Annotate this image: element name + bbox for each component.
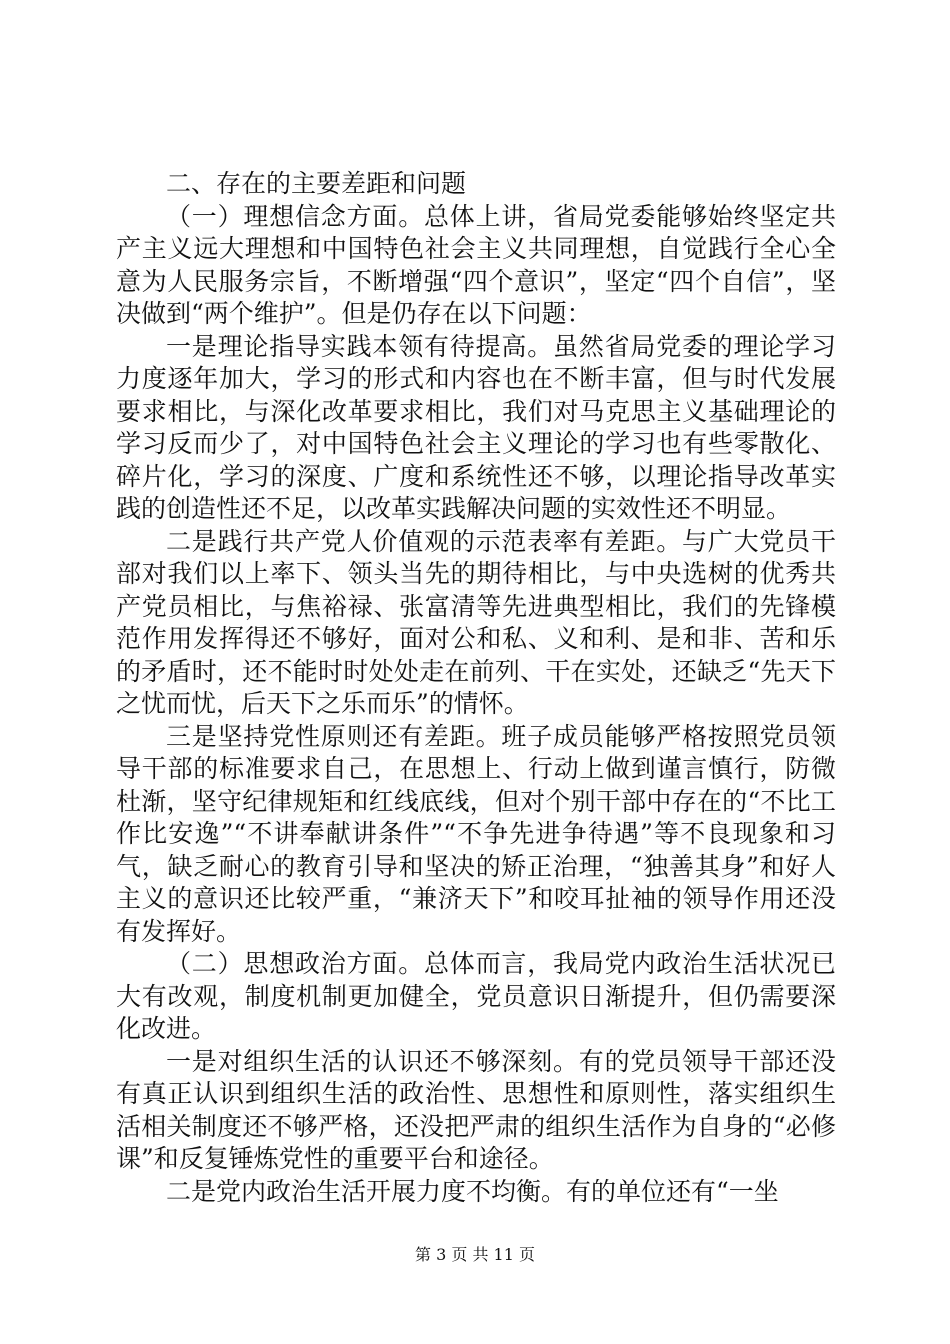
paragraph: 三是坚持党性原则还有差距。班子成员能够严格按照党员领导干部的标准要求自己，在思想上、行动上做到谨言慎行，防微杜渐，坚守纪律规矩和红线底线，但对个别干部中存在的“不比工作比安逸”“不讲奉献讲条件”“不争先进争待遇”等不良现象和习气，缺乏耐心的教育引导和坚决的矫正治理，“独善其身”和好人主义的意识还比较严重，“兼济天下”和咬耳扯袖的领导作用还没有发挥好。 (116, 721, 836, 946)
paragraph: 一是对组织生活的认识还不够深刻。有的党员领导干部还没有真正认识到组织生活的政治性、思想性和原则性，落实组织生活相关制度还不够严格，还没把严肃的组织生活作为自身的“必修课”和反复锤炼党性的重要平台和途径。 (116, 1046, 836, 1173)
paragraph: 一是理论指导实践本领有待提高。虽然省局党委的理论学习力度逐年加大，学习的形式和内容也在不断丰富，但与时代发展要求相比，与深化改革要求相比，我们对马克思主义基础理论的学习反而少了，对中国特色社会主义理论的学习也有些零散化、碎片化，学习的深度、广度和系统性还不够，以理论指导改革实践的创造性还不足，以改革实践解决问题的实效性还不明显。 (116, 331, 836, 523)
paragraph: （二）思想政治方面。总体而言，我局党内政治生活状况已大有改观，制度机制更加健全，党员意识日渐提升，但仍需要深化改进。 (116, 949, 836, 1043)
section-heading: 二、存在的主要差距和问题 (166, 169, 467, 198)
document-body (116, 168, 836, 1208)
paragraph: 二是践行共产党人价值观的示范表率有差距。与广大党员干部对我们以上率下、领头当先的期待相比，与中央选树的优秀共产党员相比，与焦裕禄、张富清等先进典型相比，我们的先锋模范作用发挥得还不够好，面对公和私、义和利、是和非、苦和乐的矛盾时，还不能时时处处走在前列、干在实处，还缺乏“先天下之忧而忧，后天下之乐而乐”的情怀。 (116, 526, 836, 718)
page-number-footer: 第 3 页 共 11 页 (415, 1245, 535, 1264)
paragraph: 二是党内政治生活开展力度不均衡。有的单位还有“一坐 (166, 1176, 779, 1206)
paragraph: （一）理想信念方面。总体上讲，省局党委能够始终坚定共产主义远大理想和中国特色社会主义共同理想，自觉践行全心全意为人民服务宗旨，不断增强“四个意识”，坚定“四个自信”，坚决做到“两个维护”。但是仍存在以下问题： (116, 201, 836, 328)
